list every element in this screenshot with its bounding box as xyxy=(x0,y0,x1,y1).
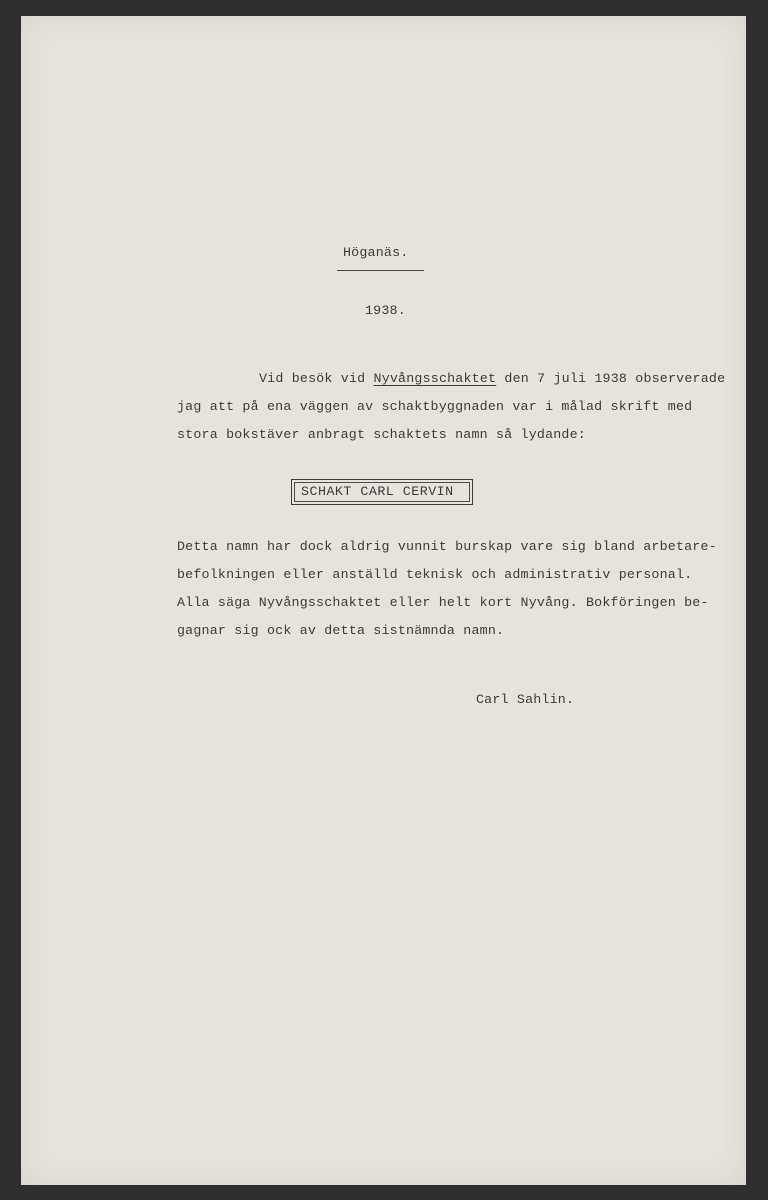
paragraph-2-line-2: befolkningen eller anställd teknisk och administrativ personal. xyxy=(177,567,693,582)
boxed-name-text: SCHAKT CARL CERVIN xyxy=(301,484,454,499)
signature: Carl Sahlin. xyxy=(476,692,575,707)
intro-prefix: Vid besök vid xyxy=(259,371,374,386)
intro-line-2: jag att på ena väggen av schaktbyggnaden var i målad skrift med xyxy=(177,399,693,414)
mine-name-underlined: Nyvångsschaktet xyxy=(373,371,497,386)
heading-underline xyxy=(337,270,424,271)
paragraph-2-line-3: Alla säga Nyvångsschaktet eller helt kort Nyvång. Bokföringen be- xyxy=(177,595,709,610)
document-page xyxy=(21,16,746,1185)
intro-suffix: den 7 juli 1938 observerade xyxy=(496,371,726,386)
place-heading: Höganäs. xyxy=(343,245,409,260)
paragraph-2-line-4: gagnar sig ock av detta sistnämnda namn. xyxy=(177,623,505,638)
year-heading: 1938. xyxy=(365,303,406,318)
paragraph-2-line-1: Detta namn har dock aldrig vunnit burskap vare sig bland arbetare- xyxy=(177,539,717,554)
intro-line-3: stora bokstäver anbragt schaktets namn så lydande: xyxy=(177,427,586,442)
intro-line-1 xyxy=(259,371,725,386)
